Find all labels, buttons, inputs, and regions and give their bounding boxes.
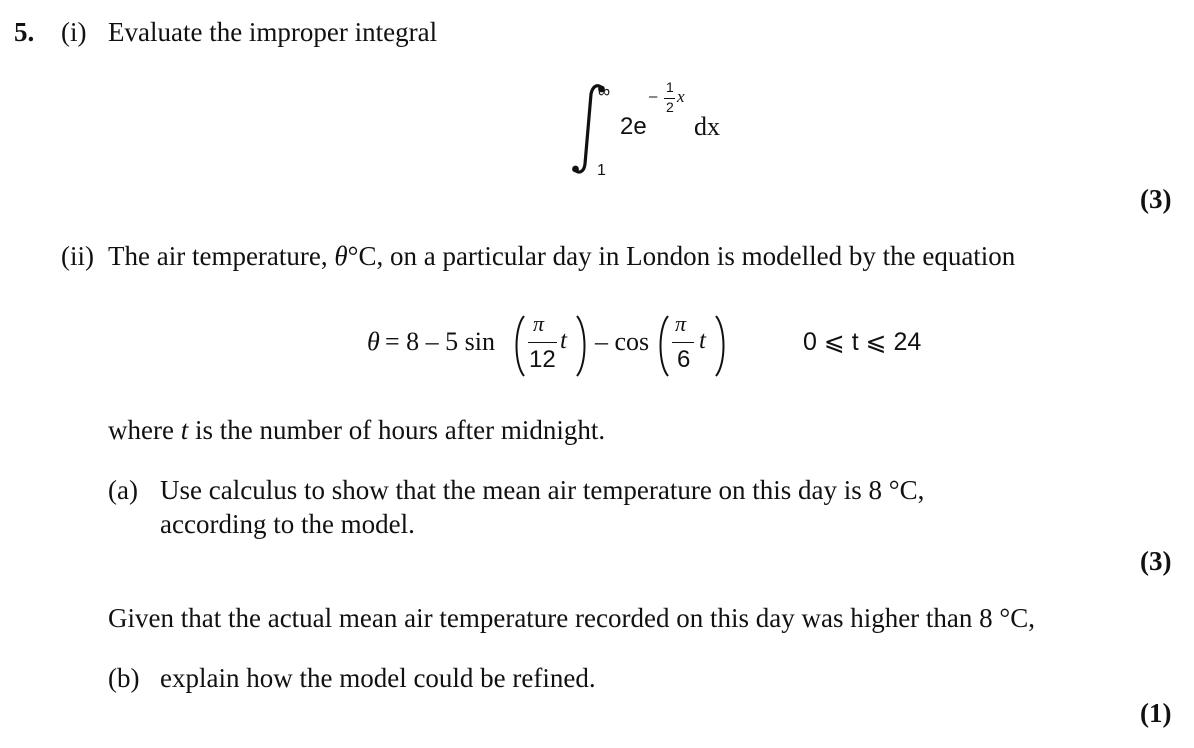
pi-2: π (675, 311, 687, 336)
t-2: t (699, 327, 706, 354)
part-ii-intro: The air temperature, θ°C, on a particular day in London is modelled by the equation (108, 241, 1016, 271)
integrand-coefficient: 2e (620, 113, 647, 140)
part-i-label: (i) (61, 17, 87, 47)
part-b-text: explain how the model could be refined. (160, 663, 596, 693)
exponent-numerator: 1 (666, 79, 674, 95)
part-i-marks: (3) (1140, 184, 1172, 214)
equation-rhs-start: = 8 – 5 sin (385, 327, 496, 356)
denominator-2: 6 (677, 346, 691, 373)
minus-cos: – cos (595, 327, 650, 356)
left-paren-icon (512, 314, 526, 378)
denominator-1: 12 (529, 346, 556, 373)
part-a-line-2: according to the model. (160, 509, 415, 539)
right-paren-icon (714, 314, 728, 378)
fraction-bar-2 (672, 342, 694, 343)
exponent-variable: x (677, 87, 685, 106)
where-statement: where t is the number of hours after midnight. (108, 415, 606, 445)
given-statement: Given that the actual mean air temperature recorded on this day was higher than 8 °C, (108, 603, 1035, 633)
part-a-marks: (3) (1140, 546, 1172, 576)
part-b-marks: (1) (1140, 698, 1172, 728)
exponent-sign: – (649, 88, 658, 105)
part-a-label: (a) (108, 475, 138, 505)
part-b-label: (b) (108, 663, 140, 693)
pi-1: π (533, 311, 545, 336)
part-i-prompt: Evaluate the improper integral (108, 17, 438, 47)
left-paren-icon (656, 314, 670, 378)
fraction-bar-1 (528, 342, 557, 343)
upper-limit: ∞ (598, 82, 611, 101)
exponent-denominator: 2 (666, 99, 674, 115)
lower-limit: 1 (597, 162, 606, 179)
question-number: 5. (14, 17, 35, 47)
right-paren-icon (575, 314, 589, 378)
differential: dx (694, 112, 720, 141)
part-a-line-1: Use calculus to show that the mean air temperature on this day is 8 °C, (160, 475, 925, 505)
equation-lhs: θ (367, 327, 380, 356)
equation-domain: 0 ⩽ t ⩽ 24 (803, 328, 922, 356)
t-1: t (560, 327, 567, 354)
part-ii-label: (ii) (61, 241, 94, 271)
